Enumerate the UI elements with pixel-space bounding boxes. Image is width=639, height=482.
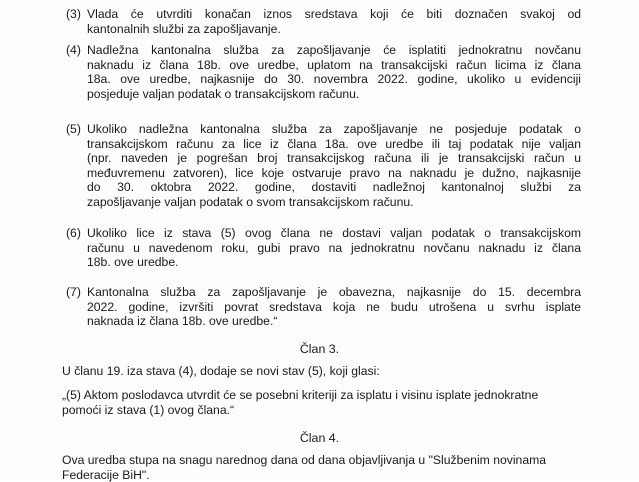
paragraph-line: naknada iz člana 18b. ove uredbe.“: [87, 314, 278, 329]
paragraph-line: do 30. oktobra 2022. godine, dostaviti nadležnoj kantonalnoj službi za: [87, 180, 581, 195]
article-3-heading: Član 3.: [299, 342, 340, 356]
paragraph-line: zapošljavanje valjan podatak o svom transakcijskom računu.: [87, 194, 414, 209]
paragraph-5: [66, 122, 581, 210]
paragraph-number: (4): [66, 43, 81, 57]
paragraph-line: transakcijskom računu za lice iz člana 18a. ove uredbe ili taj podatak nije valjan: [87, 136, 581, 151]
paragraph-line: (npr. naveden je pogrešan broj transakcijskog računa ili je transakcijski račun u: [87, 151, 581, 166]
paragraph-3: [66, 7, 581, 36]
paragraph-line: posjeduje valjan podatak o transakcijskom računu.: [87, 86, 360, 101]
paragraph-line: 2022. godine, izvršiti povrat sredstava koja ne budu utrošena u svrhu isplate: [87, 299, 581, 314]
paragraph-7: [66, 285, 581, 329]
paragraph-line: međuvremenu zatvoren), lice koje ostvaruje pravo na naknadu je dužno, najkasnije: [87, 165, 581, 180]
paragraph-number: (6): [66, 226, 81, 240]
paragraph-line: kantonalnih službi za zapošljavanje.: [87, 21, 281, 36]
paragraph-line: Nadležna kantonalna služba za zapošljavanje će isplatiti jednokratnu novčanu: [87, 43, 581, 57]
paragraph-6: [66, 226, 581, 270]
paragraph-line: Kantonalna služba za zapošljavanje je obavezna, najkasnije do 15. decembra: [87, 285, 581, 299]
paragraph-number: (5): [66, 122, 81, 136]
paragraph-line: 18a. ove uredbe, najkasnije do 30. novembra 2022. godine, ukoliko u evidenciji: [87, 72, 581, 87]
paragraph-4: [66, 43, 581, 101]
paragraph-line: računu u navedenom roku, gubi pravo na jednokratnu novčanu naknadu iz člana: [87, 240, 581, 255]
article-3-intro-line: U članu 19. iza stava (4), dodaje se novi stav (5), koji glasi:: [62, 364, 380, 378]
paragraph-line: Vlada će utvrditi konačan iznos sredstava koji će biti doznačen svakoj od: [87, 7, 581, 21]
article-3-quote-line: „(5) Aktom poslodavca utvrdit će se posebni kriteriji za isplatu i visinu isplate jednokratne: [62, 388, 539, 402]
paragraph-number: (3): [66, 7, 81, 21]
paragraph-number: (7): [66, 285, 81, 299]
paragraph-line: naknadu iz člana 18b. ove uredbe, uplatom na transakcijski račun licima iz člana: [87, 57, 581, 72]
paragraph-line: 18b. ove uredbe.: [87, 255, 179, 270]
article-4-line: Federacije BiH".: [62, 467, 150, 482]
paragraph-line: Ukoliko nadležna kantonalna služba za zapošljavanje ne posjeduje podatak o: [87, 122, 581, 136]
article-4-line: Ova uredba stupa na snagu narednog dana od dana objavljivanja u "Službenim novinama: [62, 453, 547, 467]
article-3-intro: [62, 364, 582, 379]
paragraph-line: Ukoliko lice iz stava (5) ovog člana ne dostavi valjan podatak o transakcijskom: [87, 226, 581, 240]
article-4-heading: Član 4.: [299, 431, 340, 445]
article-3-quote: [62, 388, 582, 417]
article-3-quote-line: pomoći iz stava (1) ovog člana.“: [62, 402, 235, 417]
article-4-text: [62, 453, 582, 482]
